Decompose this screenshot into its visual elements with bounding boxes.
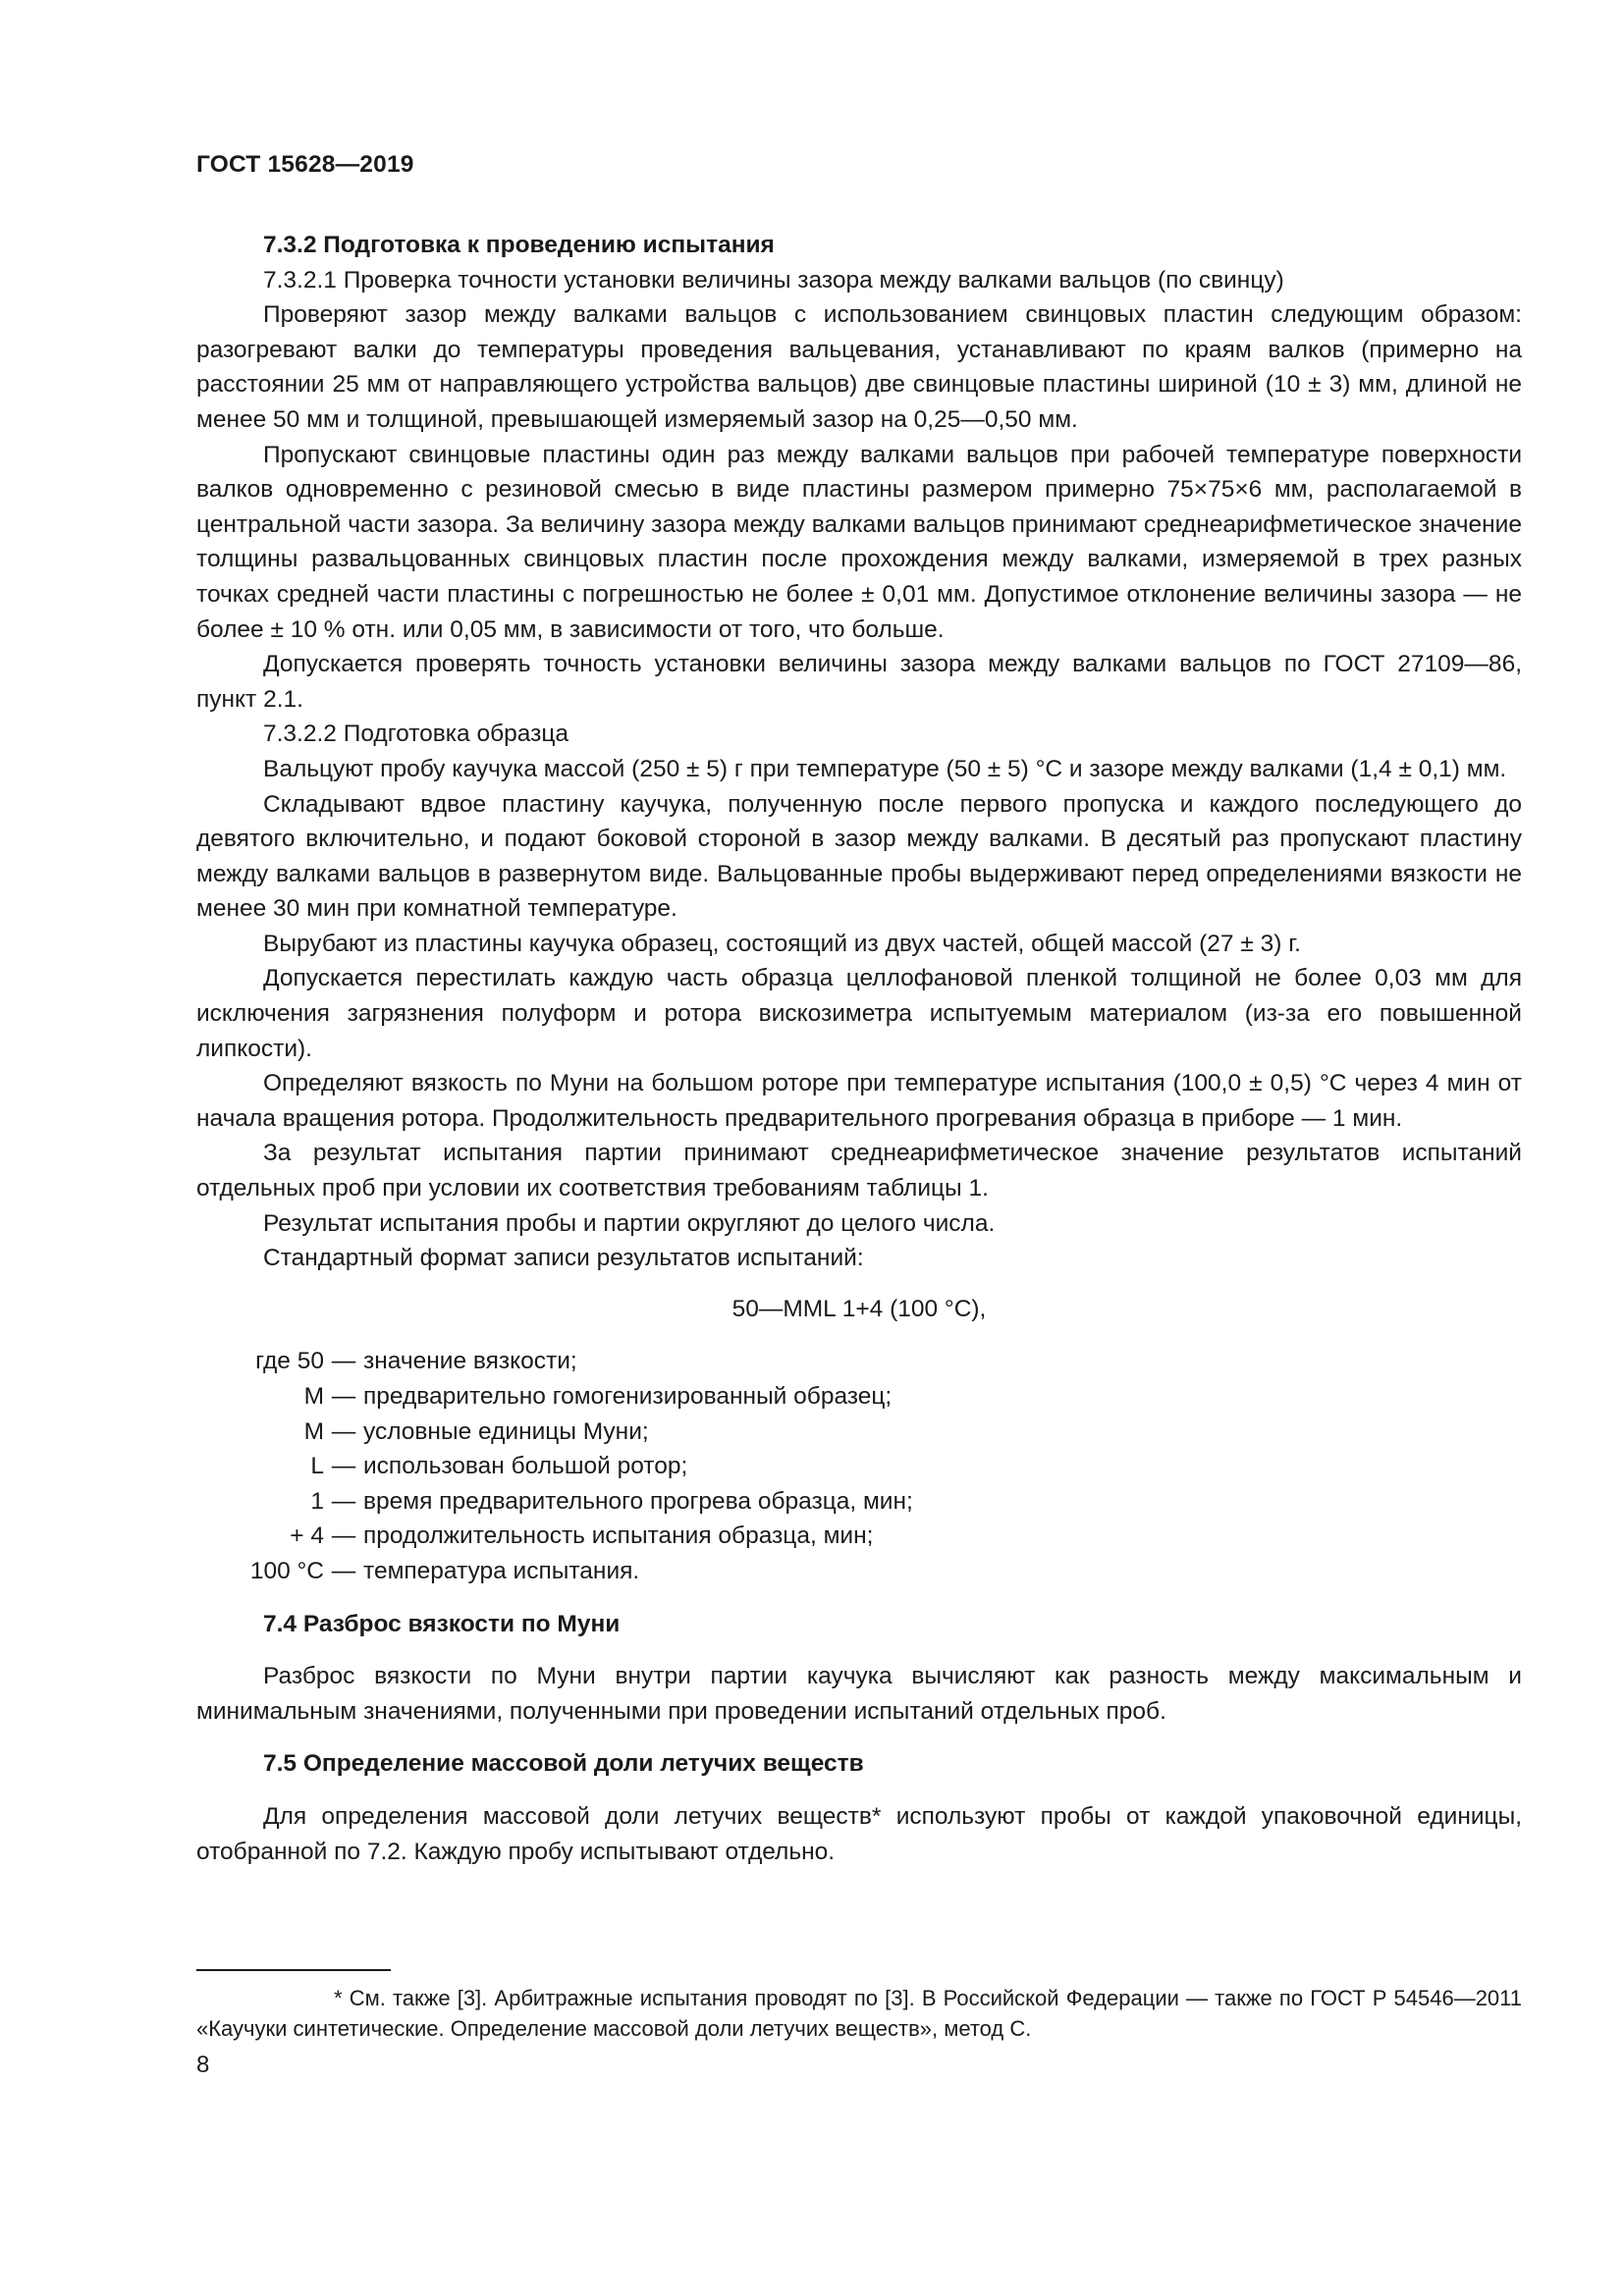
paragraph: Стандартный формат записи результатов испытаний: bbox=[263, 1245, 864, 1272]
legend-text: условные единицы Муни; bbox=[363, 1417, 649, 1445]
legend-dash: — bbox=[331, 1453, 356, 1480]
legend-dash: — bbox=[331, 1557, 356, 1584]
paragraph: Пропускают свинцовые пластины один раз между валками вальцов при рабочей температуре поверхности валков одновременно с резиновой смесью в виде пластины размером примерно 75×75×6 мм, располагаемой в центральной части зазора. За величину зазора между валками вальцов принимают среднеарифметическое значение толщины развальцованных свинцовых пластин после прохождения между валками, измеряемой в трех разных точках средней части пластины с погрешностью не более ± 0,01 мм. Допустимое отклонение величины зазора — не более ± 10 % отн. или 0,05 мм, в зависимости от того, что больше. bbox=[196, 441, 1522, 643]
legend-symbol: где 50 bbox=[255, 1348, 324, 1375]
legend-symbol: M bbox=[303, 1417, 324, 1445]
legend-symbol: 1 bbox=[310, 1487, 324, 1515]
legend-row bbox=[196, 1449, 1522, 1484]
legend-text: температура испытания. bbox=[363, 1557, 640, 1584]
paragraph: 7.3.2.1 Проверка точности установки величины зазора между валками вальцов (по свинцу) bbox=[263, 266, 1284, 294]
legend-symbol: 100 °С bbox=[249, 1557, 324, 1584]
legend-row bbox=[196, 1554, 1522, 1589]
legend-text: значение вязкости; bbox=[363, 1348, 577, 1375]
paragraph: Допускается проверять точность установки величины зазора между валками вальцов по ГОСТ 27109—86, пункт 2.1. bbox=[196, 651, 1522, 713]
legend-row bbox=[196, 1519, 1522, 1554]
legend-text: предварительно гомогенизированный образец; bbox=[363, 1383, 893, 1410]
legend-text: продолжительность испытания образца, мин; bbox=[363, 1522, 874, 1550]
legend-dash: — bbox=[331, 1417, 356, 1445]
paragraph: Разброс вязкости по Муни внутри партии каучука вычисляют как разность между максимальным и минимальным значениями, полученными при проведении испытаний отдельных проб. bbox=[196, 1663, 1522, 1725]
legend-text: использован большой ротор; bbox=[363, 1453, 688, 1480]
document-header: ГОСТ 15628—2019 bbox=[196, 151, 414, 178]
section-heading-7-4: 7.4 Разброс вязкости по Муни bbox=[263, 1610, 621, 1637]
paragraph: 7.3.2.2 Подготовка образца bbox=[263, 721, 569, 748]
section-heading-7-3-2: 7.3.2 Подготовка к проведению испытания bbox=[263, 232, 775, 258]
formula-legend bbox=[196, 1344, 1522, 1588]
paragraph: Определяют вязкость по Муни на большом роторе при температуре испытания (100,0 ± 0,5) °С через 4 мин от начала вращения ротора. Продолжительность предварительного прогревания образца в приборе — 1 мин. bbox=[196, 1070, 1522, 1132]
paragraph: Проверяют зазор между валками вальцов с использованием свинцовых пластин следующим образом: разогревают валки до температуры проведения вальцевания, устанавливают по краям валков (примерно на расстоянии 25 мм от направляющего устройства вальцов) две свинцовые пластины шириной (10 ± 3) мм, длиной не менее 50 мм и толщиной, превышающей измеряемый зазор на 0,25—0,50 мм. bbox=[196, 301, 1522, 433]
formula: 50—MML 1+4 (100 °С), bbox=[731, 1295, 987, 1322]
legend-row bbox=[196, 1379, 1522, 1415]
legend-dash: — bbox=[331, 1487, 356, 1515]
page-content bbox=[196, 228, 1522, 1869]
legend-row bbox=[196, 1484, 1522, 1520]
legend-dash: — bbox=[331, 1383, 356, 1410]
legend-dash: — bbox=[331, 1348, 356, 1375]
legend-dash: — bbox=[331, 1522, 356, 1550]
page-number: 8 bbox=[196, 2052, 210, 2078]
paragraph: Вальцуют пробу каучука массой (250 ± 5) г при температуре (50 ± 5) °С и зазоре между валками (1,4 ± 0,1) мм. bbox=[263, 755, 1507, 782]
legend-symbol: + 4 bbox=[290, 1522, 324, 1550]
paragraph: Складывают вдвое пластину каучука, полученную после первого пропуска и каждого последующего до девятого включительно, и подают боковой стороной в зазор между валками. В десятый раз пропускают пластину между валками вальцов в развернутом виде. Вальцованные пробы выдерживают перед определениями вязкости не менее 30 мин при комнатной температуре. bbox=[196, 790, 1522, 923]
legend-row bbox=[196, 1415, 1522, 1450]
legend-symbol: M bbox=[303, 1383, 324, 1410]
footnote: * См. также [3]. Арбитражные испытания проводят по [3]. В Российской Федерации — также по ГОСТ Р 54546—2011 «Каучуки синтетические. Определение массовой доли летучих веществ», метод С. bbox=[196, 1986, 1522, 2041]
paragraph: Вырубают из пластины каучука образец, состоящий из двух частей, общей массой (27 ± 3) г. bbox=[263, 930, 1301, 957]
paragraph: Для определения массовой доли летучих веществ* используют пробы от каждой упаковочной единицы, отобранной по 7.2. Каждую пробу испытывают отдельно. bbox=[196, 1802, 1522, 1865]
legend-symbol: L bbox=[310, 1453, 324, 1480]
legend-row bbox=[196, 1344, 1522, 1379]
paragraph: Результат испытания пробы и партии округляют до целого числа. bbox=[263, 1209, 996, 1237]
footnote-separator bbox=[196, 1969, 391, 1971]
legend-text: время предварительного прогрева образца, мин; bbox=[363, 1487, 913, 1515]
section-heading-7-5: 7.5 Определение массовой доли летучих веществ bbox=[263, 1750, 864, 1778]
paragraph: За результат испытания партии принимают среднеарифметическое значение результатов испытаний отдельных проб при условии их соответствия требованиям таблицы 1. bbox=[196, 1140, 1522, 1202]
paragraph: Допускается перестилать каждую часть образца целлофановой пленкой толщиной не более 0,03 мм для исключения загрязнения полуформ и ротора вискозиметра испытуемым материалом (из-за его повышенной липкости). bbox=[196, 965, 1522, 1062]
